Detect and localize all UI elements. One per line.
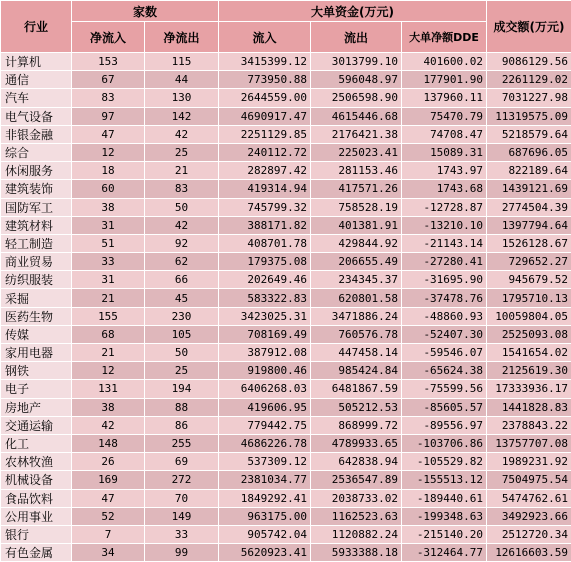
net-in-count-cell: 51 xyxy=(72,234,145,252)
net-ddx-cell: -27280.41 xyxy=(402,253,487,271)
net-ddx-cell: 401600.02 xyxy=(402,53,487,71)
outflow-cell: 2038733.02 xyxy=(311,489,402,507)
outflow-cell: 206655.49 xyxy=(311,253,402,271)
header-outflow: 流出 xyxy=(311,22,402,53)
industry-cell: 综合 xyxy=(1,143,72,161)
industry-cell: 公用事业 xyxy=(1,507,72,525)
net-ddx-cell: -85605.57 xyxy=(402,398,487,416)
industry-cell: 房地产 xyxy=(1,398,72,416)
turnover-cell: 2525093.08 xyxy=(487,325,571,343)
table-row xyxy=(1,107,571,125)
table-body xyxy=(1,53,571,562)
net-out-count-cell: 149 xyxy=(145,507,219,525)
industry-cell: 机械设备 xyxy=(1,471,72,489)
outflow-cell: 868999.72 xyxy=(311,416,402,434)
industry-cell: 医药生物 xyxy=(1,307,72,325)
table-row xyxy=(1,507,571,525)
table-row xyxy=(1,398,571,416)
inflow-cell: 905742.04 xyxy=(219,525,311,543)
net-in-count-cell: 12 xyxy=(72,362,145,380)
net-in-count-cell: 47 xyxy=(72,489,145,507)
outflow-cell: 2536547.89 xyxy=(311,471,402,489)
header-net-in-count: 净流入 xyxy=(72,22,145,53)
net-ddx-cell: -31695.90 xyxy=(402,271,487,289)
table-row xyxy=(1,325,571,343)
net-ddx-cell: -52407.30 xyxy=(402,325,487,343)
industry-cell: 国防军工 xyxy=(1,198,72,216)
net-in-count-cell: 148 xyxy=(72,434,145,452)
inflow-cell: 537309.12 xyxy=(219,453,311,471)
net-in-count-cell: 67 xyxy=(72,71,145,89)
net-ddx-cell: -189440.61 xyxy=(402,489,487,507)
table-row xyxy=(1,53,571,71)
net-out-count-cell: 21 xyxy=(145,162,219,180)
net-in-count-cell: 26 xyxy=(72,453,145,471)
net-ddx-cell: -21143.14 xyxy=(402,234,487,252)
net-out-count-cell: 45 xyxy=(145,289,219,307)
inflow-cell: 2381034.77 xyxy=(219,471,311,489)
header-turnover: 成交额(万元) xyxy=(487,1,571,53)
net-out-count-cell: 142 xyxy=(145,107,219,125)
net-in-count-cell: 131 xyxy=(72,380,145,398)
net-out-count-cell: 92 xyxy=(145,234,219,252)
net-ddx-cell: -199348.63 xyxy=(402,507,487,525)
inflow-cell: 388171.82 xyxy=(219,216,311,234)
net-in-count-cell: 83 xyxy=(72,89,145,107)
table-row xyxy=(1,180,571,198)
table-row xyxy=(1,143,571,161)
net-out-count-cell: 50 xyxy=(145,344,219,362)
inflow-cell: 2251129.85 xyxy=(219,125,311,143)
industry-cell: 纺织服装 xyxy=(1,271,72,289)
industry-cell: 商业贸易 xyxy=(1,253,72,271)
net-out-count-cell: 230 xyxy=(145,307,219,325)
net-out-count-cell: 70 xyxy=(145,489,219,507)
inflow-cell: 3423025.31 xyxy=(219,307,311,325)
industry-cell: 有色金属 xyxy=(1,544,72,562)
net-ddx-cell: -65624.38 xyxy=(402,362,487,380)
outflow-cell: 1162523.63 xyxy=(311,507,402,525)
inflow-cell: 419606.95 xyxy=(219,398,311,416)
net-ddx-cell: 75470.79 xyxy=(402,107,487,125)
inflow-cell: 773950.88 xyxy=(219,71,311,89)
header-count-group: 家数 xyxy=(72,1,219,22)
industry-cell: 轻工制造 xyxy=(1,234,72,252)
net-in-count-cell: 7 xyxy=(72,525,145,543)
outflow-cell: 6481867.59 xyxy=(311,380,402,398)
net-ddx-cell: -312464.77 xyxy=(402,544,487,562)
net-ddx-cell: 1743.68 xyxy=(402,180,487,198)
turnover-cell: 2125619.30 xyxy=(487,362,571,380)
turnover-cell: 1526128.67 xyxy=(487,234,571,252)
turnover-cell: 822189.64 xyxy=(487,162,571,180)
table-row xyxy=(1,89,571,107)
outflow-cell: 758528.19 xyxy=(311,198,402,216)
table-row xyxy=(1,234,571,252)
outflow-cell: 1120882.24 xyxy=(311,525,402,543)
turnover-cell: 2378843.22 xyxy=(487,416,571,434)
table-row xyxy=(1,289,571,307)
net-in-count-cell: 47 xyxy=(72,125,145,143)
industry-cell: 电气设备 xyxy=(1,107,72,125)
turnover-cell: 1441828.83 xyxy=(487,398,571,416)
turnover-cell: 3492923.66 xyxy=(487,507,571,525)
turnover-cell: 1541654.02 xyxy=(487,344,571,362)
inflow-cell: 282897.42 xyxy=(219,162,311,180)
industry-cell: 传媒 xyxy=(1,325,72,343)
net-in-count-cell: 34 xyxy=(72,544,145,562)
outflow-cell: 760576.78 xyxy=(311,325,402,343)
table-row xyxy=(1,253,571,271)
net-in-count-cell: 60 xyxy=(72,180,145,198)
net-ddx-cell: -155513.12 xyxy=(402,471,487,489)
outflow-cell: 596048.97 xyxy=(311,71,402,89)
outflow-cell: 505212.53 xyxy=(311,398,402,416)
inflow-cell: 408701.78 xyxy=(219,234,311,252)
industry-cell: 食品饮料 xyxy=(1,489,72,507)
industry-cell: 化工 xyxy=(1,434,72,452)
industry-cell: 建筑装饰 xyxy=(1,180,72,198)
net-in-count-cell: 31 xyxy=(72,271,145,289)
outflow-cell: 417571.26 xyxy=(311,180,402,198)
industry-cell: 农林牧渔 xyxy=(1,453,72,471)
table-row xyxy=(1,525,571,543)
net-out-count-cell: 99 xyxy=(145,544,219,562)
industry-cell: 计算机 xyxy=(1,53,72,71)
net-out-count-cell: 88 xyxy=(145,398,219,416)
outflow-cell: 4615446.68 xyxy=(311,107,402,125)
net-ddx-cell: -12728.87 xyxy=(402,198,487,216)
turnover-cell: 2261129.02 xyxy=(487,71,571,89)
outflow-cell: 4789933.65 xyxy=(311,434,402,452)
net-ddx-cell: 74708.47 xyxy=(402,125,487,143)
turnover-cell: 1397794.64 xyxy=(487,216,571,234)
turnover-cell: 12616603.59 xyxy=(487,544,571,562)
inflow-cell: 240112.72 xyxy=(219,143,311,161)
inflow-cell: 1849292.41 xyxy=(219,489,311,507)
outflow-cell: 3013799.10 xyxy=(311,53,402,71)
net-out-count-cell: 62 xyxy=(145,253,219,271)
outflow-cell: 5933388.18 xyxy=(311,544,402,562)
header-industry: 行业 xyxy=(1,1,72,53)
net-ddx-cell: -215140.20 xyxy=(402,525,487,543)
turnover-cell: 10059804.05 xyxy=(487,307,571,325)
turnover-cell: 687696.05 xyxy=(487,143,571,161)
table-row xyxy=(1,71,571,89)
net-in-count-cell: 18 xyxy=(72,162,145,180)
turnover-cell: 11319575.09 xyxy=(487,107,571,125)
table-row xyxy=(1,489,571,507)
net-out-count-cell: 25 xyxy=(145,143,219,161)
industry-cell: 非银金融 xyxy=(1,125,72,143)
header-net-ddx: 大单净额DDE xyxy=(402,22,487,53)
inflow-cell: 3415399.12 xyxy=(219,53,311,71)
net-ddx-cell: -37478.76 xyxy=(402,289,487,307)
inflow-cell: 6406268.03 xyxy=(219,380,311,398)
net-out-count-cell: 272 xyxy=(145,471,219,489)
table-row xyxy=(1,162,571,180)
net-ddx-cell: -13210.10 xyxy=(402,216,487,234)
table-row xyxy=(1,271,571,289)
net-in-count-cell: 155 xyxy=(72,307,145,325)
net-ddx-cell: 1743.97 xyxy=(402,162,487,180)
inflow-cell: 779442.75 xyxy=(219,416,311,434)
header-big-order-group: 大单资金(万元) xyxy=(219,1,487,22)
outflow-cell: 2176421.38 xyxy=(311,125,402,143)
inflow-cell: 708169.49 xyxy=(219,325,311,343)
industry-cell: 采掘 xyxy=(1,289,72,307)
net-in-count-cell: 42 xyxy=(72,416,145,434)
net-in-count-cell: 21 xyxy=(72,344,145,362)
industry-cell: 钢铁 xyxy=(1,362,72,380)
net-out-count-cell: 25 xyxy=(145,362,219,380)
industry-cell: 家用电器 xyxy=(1,344,72,362)
table-row xyxy=(1,307,571,325)
inflow-cell: 2644559.00 xyxy=(219,89,311,107)
net-out-count-cell: 130 xyxy=(145,89,219,107)
net-ddx-cell: -89556.97 xyxy=(402,416,487,434)
net-ddx-cell: 137960.11 xyxy=(402,89,487,107)
table-row xyxy=(1,380,571,398)
net-ddx-cell: -48860.93 xyxy=(402,307,487,325)
inflow-cell: 387912.08 xyxy=(219,344,311,362)
net-in-count-cell: 21 xyxy=(72,289,145,307)
turnover-cell: 2512720.34 xyxy=(487,525,571,543)
industry-cell: 银行 xyxy=(1,525,72,543)
net-in-count-cell: 38 xyxy=(72,198,145,216)
net-out-count-cell: 83 xyxy=(145,180,219,198)
outflow-cell: 281153.46 xyxy=(311,162,402,180)
net-out-count-cell: 255 xyxy=(145,434,219,452)
turnover-cell: 7031227.98 xyxy=(487,89,571,107)
net-in-count-cell: 12 xyxy=(72,143,145,161)
outflow-cell: 620801.58 xyxy=(311,289,402,307)
net-out-count-cell: 69 xyxy=(145,453,219,471)
net-in-count-cell: 169 xyxy=(72,471,145,489)
inflow-cell: 4690917.47 xyxy=(219,107,311,125)
table-row xyxy=(1,344,571,362)
outflow-cell: 985424.84 xyxy=(311,362,402,380)
inflow-cell: 202649.46 xyxy=(219,271,311,289)
industry-cell: 通信 xyxy=(1,71,72,89)
table-row xyxy=(1,434,571,452)
industry-cell: 电子 xyxy=(1,380,72,398)
inflow-cell: 179375.08 xyxy=(219,253,311,271)
header-inflow: 流入 xyxy=(219,22,311,53)
net-out-count-cell: 105 xyxy=(145,325,219,343)
turnover-cell: 729652.27 xyxy=(487,253,571,271)
net-out-count-cell: 115 xyxy=(145,53,219,71)
table-row xyxy=(1,416,571,434)
turnover-cell: 2774504.39 xyxy=(487,198,571,216)
turnover-cell: 1439121.69 xyxy=(487,180,571,198)
inflow-cell: 419314.94 xyxy=(219,180,311,198)
net-out-count-cell: 44 xyxy=(145,71,219,89)
turnover-cell: 5218579.64 xyxy=(487,125,571,143)
net-ddx-cell: -59546.07 xyxy=(402,344,487,362)
header-net-out-count: 净流出 xyxy=(145,22,219,53)
table-row xyxy=(1,544,571,562)
net-out-count-cell: 86 xyxy=(145,416,219,434)
outflow-cell: 2506598.90 xyxy=(311,89,402,107)
industry-cell: 交通运输 xyxy=(1,416,72,434)
inflow-cell: 583322.83 xyxy=(219,289,311,307)
net-out-count-cell: 42 xyxy=(145,216,219,234)
table-row xyxy=(1,453,571,471)
net-ddx-cell: -75599.56 xyxy=(402,380,487,398)
turnover-cell: 1795710.13 xyxy=(487,289,571,307)
turnover-cell: 1989231.92 xyxy=(487,453,571,471)
table-row xyxy=(1,198,571,216)
turnover-cell: 5474762.61 xyxy=(487,489,571,507)
net-in-count-cell: 68 xyxy=(72,325,145,343)
turnover-cell: 945679.52 xyxy=(487,271,571,289)
net-ddx-cell: -105529.82 xyxy=(402,453,487,471)
net-ddx-cell: -103706.86 xyxy=(402,434,487,452)
net-out-count-cell: 42 xyxy=(145,125,219,143)
outflow-cell: 225023.41 xyxy=(311,143,402,161)
net-out-count-cell: 33 xyxy=(145,525,219,543)
net-in-count-cell: 52 xyxy=(72,507,145,525)
inflow-cell: 963175.00 xyxy=(219,507,311,525)
turnover-cell: 17333936.17 xyxy=(487,380,571,398)
net-in-count-cell: 31 xyxy=(72,216,145,234)
table-row xyxy=(1,216,571,234)
table-row xyxy=(1,471,571,489)
net-in-count-cell: 33 xyxy=(72,253,145,271)
net-in-count-cell: 153 xyxy=(72,53,145,71)
net-out-count-cell: 50 xyxy=(145,198,219,216)
inflow-cell: 745799.32 xyxy=(219,198,311,216)
net-in-count-cell: 38 xyxy=(72,398,145,416)
outflow-cell: 642838.94 xyxy=(311,453,402,471)
industry-cell: 建筑材料 xyxy=(1,216,72,234)
turnover-cell: 9086129.56 xyxy=(487,53,571,71)
inflow-cell: 4686226.78 xyxy=(219,434,311,452)
outflow-cell: 401381.91 xyxy=(311,216,402,234)
net-out-count-cell: 194 xyxy=(145,380,219,398)
industry-cell: 汽车 xyxy=(1,89,72,107)
turnover-cell: 7504975.54 xyxy=(487,471,571,489)
net-ddx-cell: 15089.31 xyxy=(402,143,487,161)
inflow-cell: 919800.46 xyxy=(219,362,311,380)
net-out-count-cell: 66 xyxy=(145,271,219,289)
table-row xyxy=(1,125,571,143)
table-row xyxy=(1,362,571,380)
industry-cell: 休闲服务 xyxy=(1,162,72,180)
outflow-cell: 429844.92 xyxy=(311,234,402,252)
outflow-cell: 3471886.24 xyxy=(311,307,402,325)
outflow-cell: 447458.14 xyxy=(311,344,402,362)
outflow-cell: 234345.37 xyxy=(311,271,402,289)
net-ddx-cell: 177901.90 xyxy=(402,71,487,89)
inflow-cell: 5620923.41 xyxy=(219,544,311,562)
net-in-count-cell: 97 xyxy=(72,107,145,125)
turnover-cell: 13757707.08 xyxy=(487,434,571,452)
